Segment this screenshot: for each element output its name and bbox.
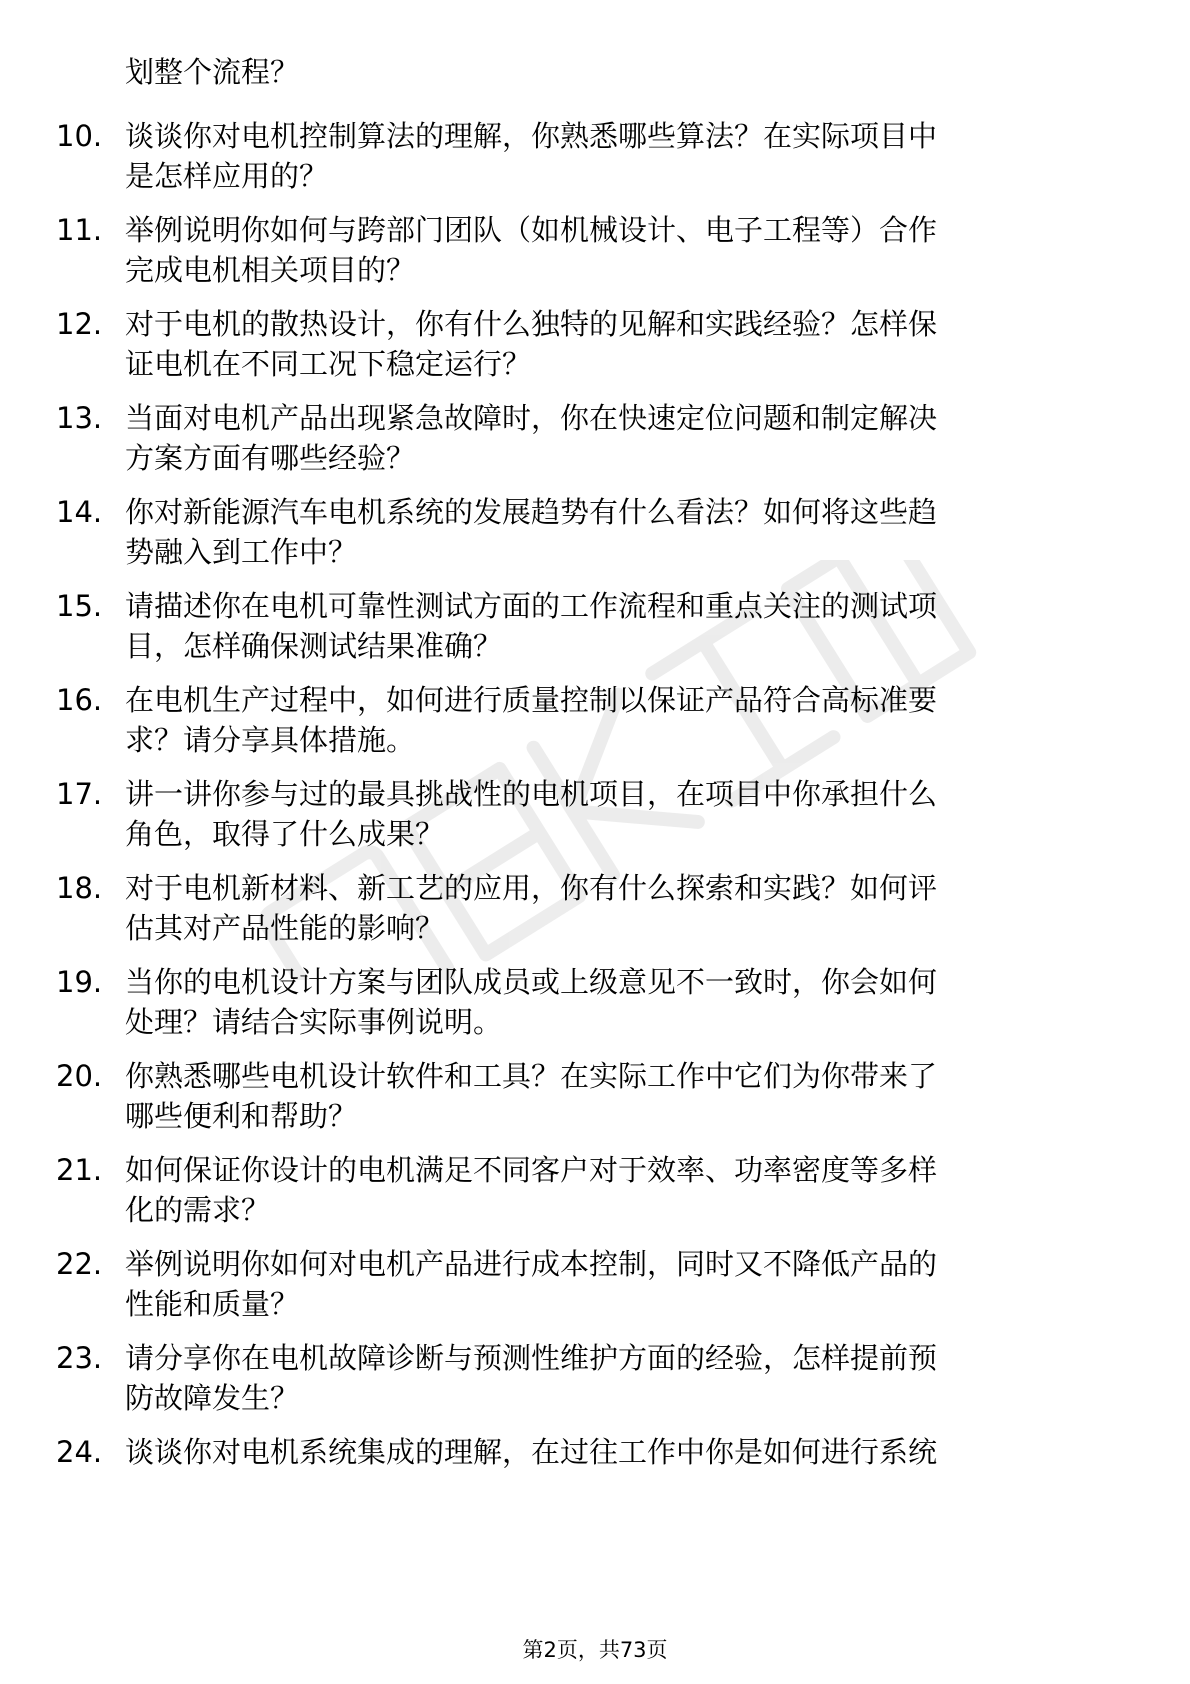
page-number-footer: 第2页，共73页 [522, 1638, 668, 1662]
question-number: 10. [56, 119, 103, 153]
question-text: 当你的电机设计方案与团队成员或上级意见不一致时，你会如何 处理？请结合实际事例说明。 [125, 965, 938, 1039]
question-number: 12. [56, 307, 103, 341]
question-number: 13. [56, 401, 103, 435]
question-item [0, 1332, 1190, 1426]
question-item [0, 110, 1190, 204]
question-number: 23. [56, 1341, 103, 1375]
question-text: 如何保证你设计的电机满足不同客户对于效率、功率密度等多样 化的需求？ [125, 1153, 938, 1227]
question-number: 18. [56, 871, 103, 905]
question-number: 15. [56, 589, 103, 623]
question-text: 请描述你在电机可靠性测试方面的工作流程和重点关注的测试项 目，怎样确保测试结果准确？ [125, 589, 938, 663]
question-item [0, 204, 1190, 298]
question-item [0, 392, 1190, 486]
question-number: 17. [56, 777, 103, 811]
question-item [0, 580, 1190, 674]
question-item [0, 862, 1190, 956]
question-text: 举例说明你如何与跨部门团队（如机械设计、电子工程等）合作 完成电机相关项目的？ [125, 213, 938, 287]
question-item [0, 674, 1190, 768]
question-number: 11. [56, 213, 103, 247]
question-number: 24. [56, 1435, 103, 1469]
question-item [0, 1144, 1190, 1238]
question-text: 谈谈你对电机系统集成的理解，在过往工作中你是如何进行系统 [125, 1435, 938, 1469]
question-number: 21. [56, 1153, 103, 1187]
question-text: 在电机生产过程中，如何进行质量控制以保证产品符合高标准要 求？请分享具体措施。 [125, 683, 938, 757]
question-text: 请分享你在电机故障诊断与预测性维护方面的经验，怎样提前预 防故障发生？ [125, 1341, 938, 1415]
question-item [0, 768, 1190, 862]
question-text: 对于电机新材料、新工艺的应用，你有什么探索和实践？如何评 估其对产品性能的影响？ [125, 871, 938, 945]
question-number: 16. [56, 683, 103, 717]
question-text: 你对新能源汽车电机系统的发展趋势有什么看法？如何将这些趋 势融入到工作中？ [125, 495, 938, 569]
question-text: 讲一讲你参与过的最具挑战性的电机项目，在项目中你承担什么 角色，取得了什么成果？ [125, 777, 938, 851]
question-list [0, 110, 1190, 1520]
question-text: 当面对电机产品出现紧急故障时，你在快速定位问题和制定解决 方案方面有哪些经验？ [125, 401, 938, 475]
continuation-text: 划整个流程？ [125, 55, 300, 89]
question-item [0, 1050, 1190, 1144]
question-number: 20. [56, 1059, 103, 1093]
question-item [0, 956, 1190, 1050]
question-number: 14. [56, 495, 103, 529]
question-item [0, 1238, 1190, 1332]
question-text: 谈谈你对电机控制算法的理解，你熟悉哪些算法？在实际项目中 是怎样应用的？ [125, 119, 938, 193]
question-item [0, 298, 1190, 392]
question-item [0, 486, 1190, 580]
question-text: 你熟悉哪些电机设计软件和工具？在实际工作中它们为你带来了 哪些便利和帮助？ [125, 1059, 938, 1133]
question-item [0, 1426, 1190, 1520]
question-text: 举例说明你如何对电机产品进行成本控制，同时又不降低产品的 性能和质量？ [125, 1247, 938, 1321]
question-number: 19. [56, 965, 103, 999]
question-number: 22. [56, 1247, 103, 1281]
question-text: 对于电机的散热设计，你有什么独特的见解和实践经验？怎样保 证电机在不同工况下稳定运行？ [125, 307, 938, 381]
